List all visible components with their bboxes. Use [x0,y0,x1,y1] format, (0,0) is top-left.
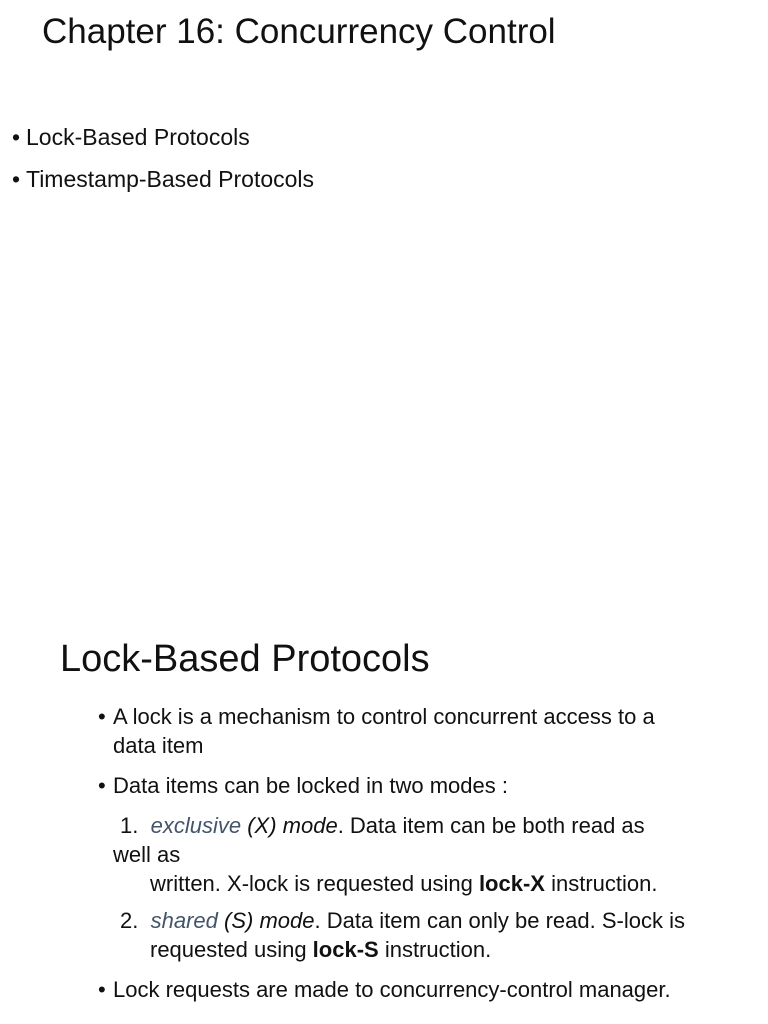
item-text: written. X-lock is requested using [150,871,479,896]
bullet-text: Lock requests are made to concurrency-control manager. [113,977,671,1002]
numbered-item-line [98,935,758,964]
bullet-icon: • [12,124,21,150]
item-number: 2. [120,908,139,933]
bullet-icon: • [98,773,106,798]
instruction-keyword: lock-S [312,937,379,962]
mode-term: exclusive [150,813,242,838]
bullet-text: Lock-Based Protocols [26,124,250,150]
item-text: instruction. [544,871,658,896]
item-text: . Data item can only be read. S-lock is [314,908,685,933]
numbered-item-line [98,869,758,898]
bullet-text-line: data item [113,733,204,758]
item-text: requested using [150,937,313,962]
bullet-icon: • [98,977,106,1002]
item-text: . Data item can be both read as [337,813,645,838]
numbered-item-line [98,906,758,935]
slide-body [98,702,758,1015]
mode-label: (S) mode [224,908,315,933]
bullet-text-line: A lock is a mechanism to control concurrent access to a [113,704,655,729]
bullet-text: Timestamp-Based Protocols [26,166,315,192]
numbered-item-exclusive [98,811,758,898]
bullet-icon: • [98,704,106,729]
mode-label: (X) mode [247,813,338,838]
bullet-icon: • [12,166,21,192]
slide-title: Lock-Based Protocols [60,638,430,680]
numbered-item-line [98,811,758,840]
item-text: instruction. [378,937,492,962]
numbered-item-line: well as [113,842,181,867]
bullet-text: Data items can be locked in two modes : [113,773,508,798]
bullet-item [98,702,758,760]
mode-term: shared [150,908,218,933]
bullet-list [12,124,314,208]
bullet-item [12,166,314,193]
bullet-item [12,124,314,151]
numbered-item-shared [98,906,758,964]
slide-title: Chapter 16: Concurrency Control [42,12,556,51]
bullet-item [98,771,758,800]
bullet-item [98,975,758,1004]
instruction-keyword: lock-X [478,871,545,896]
slide-lock-based-protocols [0,512,768,1024]
item-number: 1. [120,813,139,838]
